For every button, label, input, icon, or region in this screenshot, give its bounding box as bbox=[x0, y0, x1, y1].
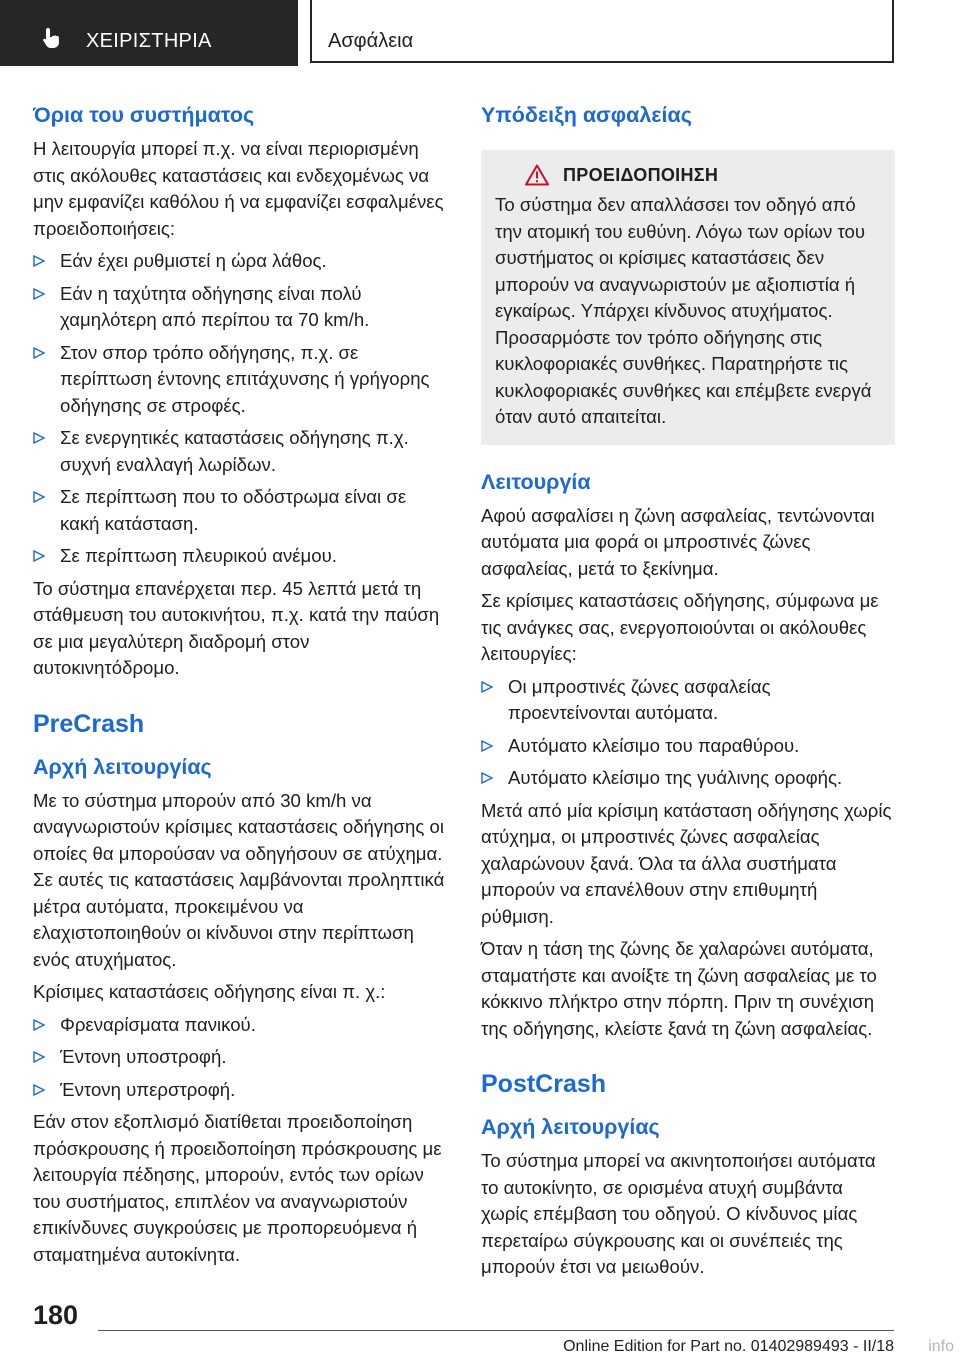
function-list bbox=[481, 674, 895, 792]
warning-triangle-icon bbox=[525, 164, 549, 186]
chapter-tab[interactable] bbox=[0, 0, 298, 66]
triangle-right-icon bbox=[481, 772, 493, 784]
list-item: Σε περίπτωση που το οδόστρωμα είναι σε κακή κατάσταση. bbox=[33, 484, 447, 537]
watermark: info bbox=[928, 1338, 954, 1355]
page-header bbox=[0, 0, 960, 66]
warning-box bbox=[481, 150, 895, 445]
list-item: Έντονη υπερστροφή. bbox=[33, 1077, 447, 1104]
chapter-tab-label: ΧΕΙΡΙΣΤΗΡΙΑ bbox=[86, 30, 212, 52]
triangle-right-icon bbox=[33, 255, 45, 267]
triangle-right-icon bbox=[33, 550, 45, 562]
paragraph-limits: Η λειτουργία μπορεί π.χ. να είναι περιορισμένη στις ακόλουθες καταστάσεις και ενδεχομένως να μην εμφανίζει καθόλου ή να εμφανίζει εσφαλμένες προειδοποιήσεις: bbox=[33, 138, 444, 239]
paragraph-function-2: Σε κρίσιμες καταστάσεις οδήγησης, σύμφωνα με τις ανάγκες σας, ενεργοποιούνται οι ακόλουθες λειτουργίες: bbox=[481, 590, 879, 664]
critical-list bbox=[33, 1012, 447, 1104]
paragraph-resume: Το σύστημα επανέρχεται περ. 45 λεπτά μετά τη στάθμευση του αυτοκινήτου, π.χ. κατά την παύση σε μια μεγαλύτερη διαδρομή στον αυτοκινητόδρομο. bbox=[33, 577, 440, 678]
paragraph-principle: Με το σύστημα μπορούν από 30 km/h να αναγνωριστούν κρίσιμες καταστάσεις οδήγησης οι οποίες θα μπορούσαν να οδηγήσουν σε ατύχημα. Σε αυτές τις καταστάσεις λαμβάνονται προληπτικά μέτρα αυτόματα, προκειμένου να ελαχιστοποιηθούν οι κίνδυνοι στην περίπτωση ενός ατυχήματος. bbox=[33, 789, 445, 970]
list-item: Έντονη υποστροφή. bbox=[33, 1044, 447, 1071]
triangle-right-icon bbox=[481, 681, 493, 693]
triangle-right-icon bbox=[33, 432, 45, 444]
paragraph-function-1: Αφού ασφαλίσει η ζώνη ασφαλείας, τεντώνονται αυτόματα μια φορά οι μπροστινές ζώνες ασφαλείας, μετά το ξεκίνημα. bbox=[481, 504, 875, 579]
heading-precrash: PreCrash bbox=[33, 709, 145, 738]
limits-list bbox=[33, 248, 447, 570]
left-column bbox=[33, 100, 447, 1274]
warning-text: Το σύστημα δεν απαλλάσσει τον οδηγό από την ατομική του ευθύνη. Λόγω των ορίων του συστήματος οι κρίσιμες καταστάσεις δεν μπορούν να αναγνωριστούν με αξιοπιστία ή εγκαίρως. Υπάρχει κίνδυνος ατυχήματος. Προσαρμόστε τον τρόπο οδήγησης στις κυκλοφοριακές συνθήκες. Παρατηρήστε τις κυκλοφοριακές συνθήκες και επέμβετε ενεργά όταν αυτό απαιτείται. bbox=[495, 194, 872, 427]
warning-title: ΠΡΟΕΙΔΟΠΟΙΗΣΗ bbox=[563, 164, 719, 185]
heading-principle-2: Αρχή λειτουργίας bbox=[481, 1115, 660, 1139]
heading-safety-note: Υπόδειξη ασφαλείας bbox=[481, 103, 692, 127]
triangle-right-icon bbox=[33, 1019, 45, 1031]
list-item: Φρεναρίσματα πανικού. bbox=[33, 1012, 447, 1039]
heading-system-limits: Όρια του συστήματος bbox=[33, 103, 255, 127]
paragraph-postcrash: Το σύστημα μπορεί να ακινητοποιήσει αυτόματα το αυτοκίνητο, σε ορισμένα ατυχή συμβάντα χωρίς επέμβαση του οδηγού. Ο κίνδυνος μίας περεταίρω σύγκρουσης και οι συνέπειές της μπορούν έτσι να μειωθούν. bbox=[481, 1150, 876, 1277]
list-item: Εάν η ταχύτητα οδήγησης είναι πολύ χαμηλότερη από περίπου τα 70 km/h. bbox=[33, 281, 447, 334]
list-item: Οι μπροστινές ζώνες ασφαλείας προεντείνονται αυτόματα. bbox=[481, 674, 895, 727]
footer-divider bbox=[98, 1330, 894, 1331]
triangle-right-icon bbox=[33, 347, 45, 359]
heading-principle: Αρχή λειτουργίας bbox=[33, 754, 212, 779]
list-item: Εάν έχει ρυθμιστεί η ώρα λάθος. bbox=[33, 248, 447, 275]
heading-function: Λειτουργία bbox=[481, 469, 591, 494]
section-title: Ασφάλεια bbox=[328, 30, 414, 52]
section-title-box bbox=[310, 0, 894, 63]
page-number: 180 bbox=[33, 1300, 79, 1330]
right-column bbox=[481, 100, 895, 1287]
paragraph-belt-tension: Όταν η τάση της ζώνης δε χαλαρώνει αυτόματα, σταματήστε και ανοίξτε τη ζώνη ασφαλείας με το κόκκινο πλήκτρο στην πόρπη. Πριν τη συνέχιση της οδήγησης, κλείστε ξανά τη ζώνη ασφαλείας. bbox=[481, 938, 877, 1039]
triangle-right-icon bbox=[33, 1084, 45, 1096]
footer-edition: Online Edition for Part no. 01402989493 - II/18 bbox=[563, 1338, 894, 1355]
list-item: Σε περίπτωση πλευρικού ανέμου. bbox=[33, 543, 447, 570]
warning-header bbox=[495, 164, 881, 186]
list-item: Σε ενεργητικές καταστάσεις οδήγησης π.χ. συχνή εναλλαγή λωρίδων. bbox=[33, 425, 447, 478]
paragraph-equipment: Εάν στον εξοπλισμό διατίθεται προειδοποίηση πρόσκρουσης ή προειδοποίηση πρόσκρουσης με λειτουργία πέδησης, μπορούν, εντός των ορίων του συστήματος, επιπλέον να αναγνωριστούν επικίνδυνες συγκρούσεις με προπορευόμενα ή σταματημένα αυτοκίνητα. bbox=[33, 1111, 442, 1265]
triangle-right-icon bbox=[33, 288, 45, 300]
paragraph-after-critical: Μετά από μία κρίσιμη κατάσταση οδήγησης χωρίς ατύχημα, οι μπροστινές ζώνες ασφαλείας χαλαρώνουν ξανά. Όλα τα άλλα συστήματα μπορούν να επανέλθουν στην επιθυμητή ρύθμιση. bbox=[481, 799, 892, 927]
heading-postcrash: PostCrash bbox=[481, 1070, 607, 1098]
list-item: Αυτόματο κλείσιμο του παραθύρου. bbox=[481, 733, 895, 760]
triangle-right-icon bbox=[33, 1051, 45, 1063]
list-item: Αυτόματο κλείσιμο της γυάλινης οροφής. bbox=[481, 765, 895, 792]
paragraph-critical: Κρίσιμες καταστάσεις οδήγησης είναι π. χ.: bbox=[33, 981, 386, 1002]
hand-pointer-icon bbox=[40, 26, 64, 50]
triangle-right-icon bbox=[481, 740, 493, 752]
list-item: Στον σπορ τρόπο οδήγησης, π.χ. σε περίπτωση έντονης επιτάχυνσης ή γρήγορης οδήγησης σε στροφές. bbox=[33, 340, 447, 420]
triangle-right-icon bbox=[33, 491, 45, 503]
